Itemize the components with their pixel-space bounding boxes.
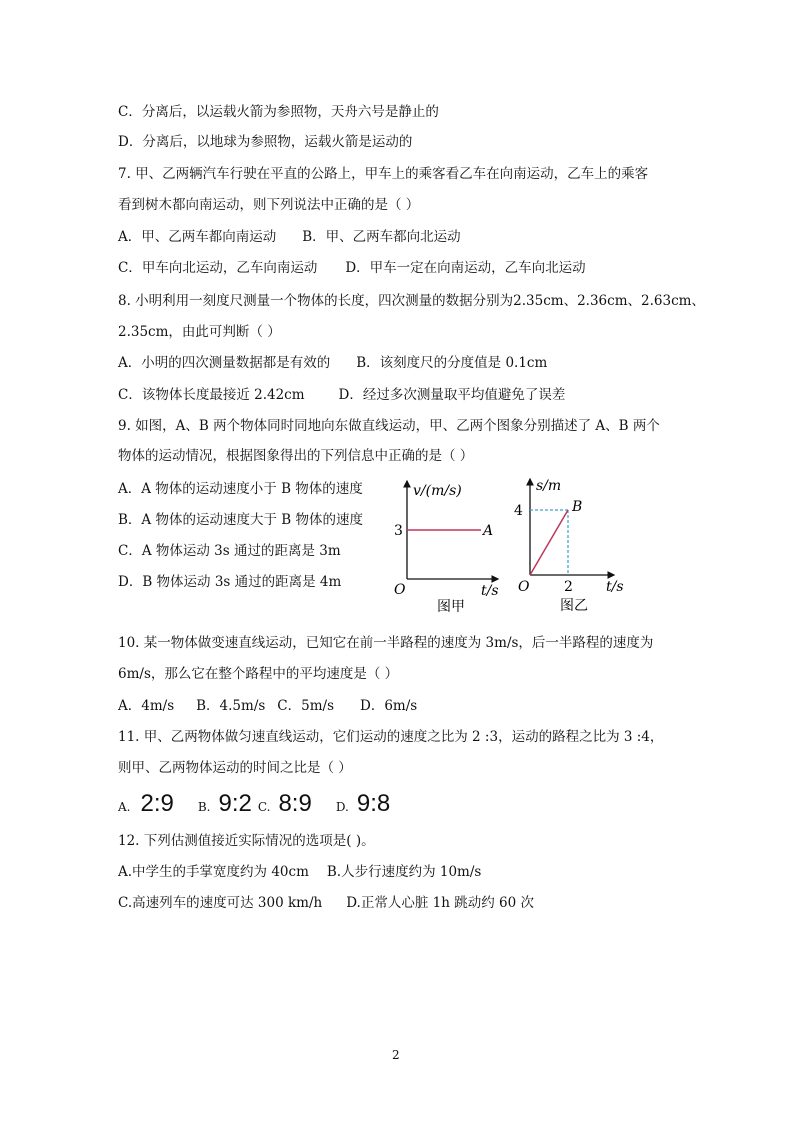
- option-c-q6: C．分离后，以运载火箭为参照物，天舟六号是静止的: [118, 104, 439, 120]
- right-point-label: B: [572, 499, 583, 515]
- q12-text: 12. 下列估测值接近实际情况的选项是( )。: [118, 833, 375, 849]
- q7-option-c: C．甲车向北运动，乙车向南运动: [118, 260, 318, 276]
- q8-text-2: 2.35cm，由此可判断（ ）: [118, 324, 281, 340]
- q11-option-a-value: 2:9: [140, 790, 174, 817]
- left-x-label: t/s: [481, 583, 499, 599]
- right-caption: 图乙: [560, 598, 588, 614]
- q12-option-a: A.中学生的手掌宽度约为 40cm: [118, 864, 309, 880]
- right-x-tick: 2: [564, 579, 573, 595]
- q10-option-b: B．4.5m/s: [196, 698, 266, 714]
- option-d-q6: D．分离后，以地球为参照物，运载火箭是运动的: [118, 134, 413, 150]
- left-series-label: A: [483, 523, 494, 539]
- q9-text-2: 物体的运动情况，根据图象得出的下列信息中正确的是（ ）: [118, 448, 474, 464]
- graph-right: [510, 473, 635, 618]
- q7-options-cd: [118, 259, 586, 277]
- q12-option-c: C.高速列车的速度可达 300 km/h: [118, 895, 323, 911]
- left-y-label: v/(m/s): [413, 483, 462, 499]
- q10-options: [118, 697, 417, 715]
- q12-option-d: D.正常人心脏 1h 跳动约 60 次: [346, 895, 534, 911]
- q8-option-b: B．该刻度尺的分度值是 0.1cm: [356, 355, 548, 371]
- q7-option-d: D．甲车一定在向南运动，乙车向北运动: [345, 260, 586, 276]
- q11-option-d-label: D.: [335, 800, 349, 814]
- q8-option-a: A．小明的四次测量数据都是有效的: [118, 355, 331, 371]
- q7-option-a: A．甲、乙两车都向南运动: [118, 229, 277, 245]
- right-y-tick: 4: [514, 503, 523, 519]
- q9-text-1: 9. 如图，A、B 两个物体同时同地向东做直线运动，甲、乙两个图象分别描述了 A、B 两个: [118, 418, 660, 434]
- q8-option-d: D．经过多次测量取平均值避免了误差: [338, 387, 566, 403]
- q8-text-1: 8. 小明利用一刻度尺测量一个物体的长度，四次测量的数据分别为2.35cm、2.36cm、2.63cm、: [118, 293, 705, 309]
- q11-option-a-label: A.: [118, 800, 131, 814]
- q7-text-1: 7. 甲、乙两辆汽车行驶在平直的公路上，甲车上的乘客看乙车在向南运动，乙车上的乘客: [118, 166, 649, 182]
- q11-text-2: 则甲、乙两物体运动的时间之比是（ ）: [118, 760, 352, 776]
- q10-text-2: 6m/s，那么它在整个路程中的平均速度是（ ）: [118, 666, 399, 682]
- q7-option-b: B．甲、乙两车都向北运动: [302, 229, 461, 245]
- q10-option-c: C．5m/s: [277, 698, 334, 714]
- page-number: 2: [392, 1048, 400, 1062]
- q11-option-c-value: 8:9: [278, 790, 312, 817]
- q10-option-a: A．4m/s: [118, 698, 175, 714]
- q8-option-c: C．该物体长度最接近 2.42cm: [118, 387, 305, 403]
- right-origin: O: [518, 579, 530, 595]
- right-x-label: t/s: [606, 579, 624, 595]
- q11-options: [118, 790, 390, 821]
- q9-option-b: B．A 物体的运动速度大于 B 物体的速度: [118, 512, 363, 528]
- right-series-line: [530, 510, 568, 575]
- q11-option-b-value: 9:2: [218, 790, 252, 817]
- right-y-label: s/m: [536, 478, 562, 494]
- left-origin: O: [394, 582, 406, 598]
- q9-option-c: C．A 物体运动 3s 通过的距离是 3m: [118, 543, 341, 559]
- q10-option-d: D．6m/s: [360, 698, 418, 714]
- q12-option-b: B.人步行速度约为 10m/s: [326, 864, 482, 880]
- q12-options-cd: [118, 894, 534, 912]
- q7-options-ab: [118, 228, 461, 246]
- q11-option-d-value: 9:8: [356, 790, 391, 817]
- q8-options-cd: [118, 386, 565, 404]
- q12-options-ab: [118, 863, 481, 881]
- left-y-tick: 3: [394, 523, 403, 539]
- q8-options-ab: [118, 354, 547, 372]
- q7-text-2: 看到树木都向南运动，则下列说法中正确的是（ ）: [118, 197, 420, 213]
- q9-option-a: A．A 物体的运动速度小于 B 物体的速度: [118, 481, 363, 497]
- q10-text-1: 10. 某一物体做变速直线运动，已知它在前一半路程的速度为 3m/s，后一半路程的速度为: [118, 635, 654, 651]
- q11-option-b-label: B.: [197, 800, 211, 814]
- q11-option-c-label: C.: [257, 800, 271, 814]
- q9-option-d: D．B 物体运动 3s 通过的距离是 4m: [118, 574, 342, 590]
- q11-text-1: 11. 甲、乙两物体做匀速直线运动，它们运动的速度之比为 2 :3，运动的路程之比为 3 :4，: [118, 729, 664, 745]
- graph-left: [385, 473, 510, 618]
- left-caption: 图甲: [437, 599, 465, 615]
